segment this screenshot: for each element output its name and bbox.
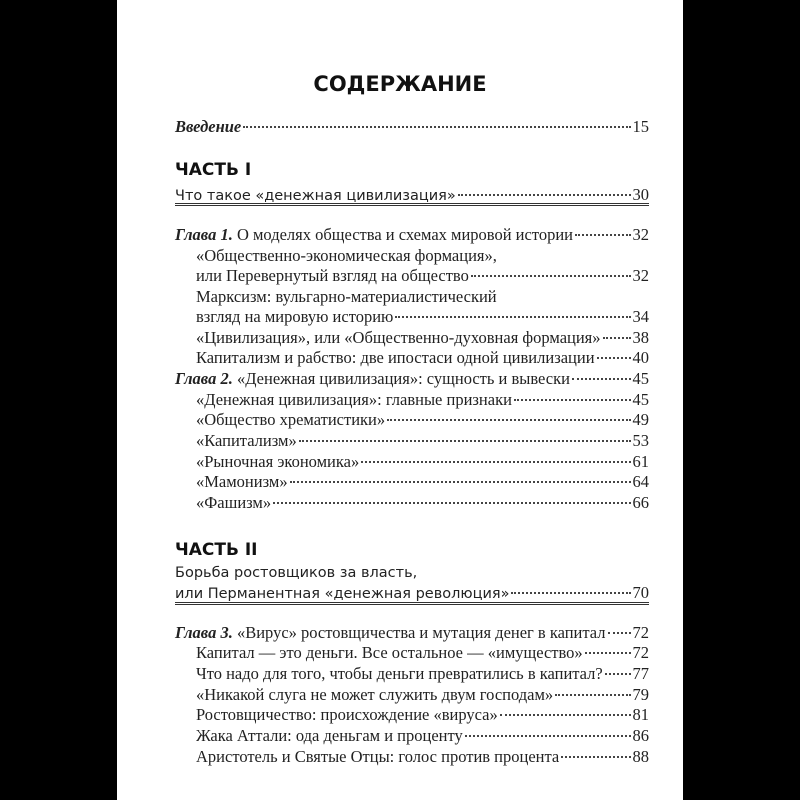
page-number: 40 (632, 348, 649, 367)
entry-title (175, 623, 606, 643)
section-entry (196, 390, 649, 410)
entry-title: «Капитализм» (196, 431, 297, 450)
part-subtitle (175, 185, 649, 205)
section-entry (196, 685, 649, 705)
dot-leader (395, 316, 630, 318)
entry-title: «Денежная цивилизация»: главные признаки (196, 390, 512, 409)
entry-title: «Цивилизация», или «Общественно-духовная формация» (196, 328, 601, 347)
section-entry (196, 287, 649, 307)
section-entry (196, 726, 649, 746)
page-number: 61 (632, 452, 649, 471)
entry-title: Ростовщичество: происхождение «вируса» (196, 705, 498, 724)
dot-leader (575, 234, 631, 236)
entry-title: «Никакой слуга не может служить двум господам» (196, 685, 554, 704)
entry-title: Аристотель и Святые Отцы: голос против процента (196, 747, 560, 766)
page-number: 32 (632, 225, 649, 244)
chapter-entry (175, 225, 649, 245)
entry-title: «Общественно-экономическая формация», (196, 246, 497, 265)
page-number: 38 (632, 328, 649, 347)
section-entry (196, 328, 649, 348)
entry-title: Капитализм и рабство: две ипостаси одной цивилизации (196, 348, 595, 367)
page-number: 30 (632, 185, 649, 204)
part-heading: ЧАСТЬ I (175, 160, 252, 180)
book-page (117, 0, 683, 800)
dot-leader (605, 673, 631, 675)
dot-leader (511, 592, 630, 594)
entry-title: «Мамонизм» (196, 472, 288, 491)
entry-title: или Перманентная «денежная революция» (175, 586, 510, 602)
page-number: 45 (632, 390, 649, 409)
page-number: 86 (632, 726, 649, 745)
dot-leader (387, 419, 630, 421)
entry-title: «Фашизм» (196, 493, 272, 512)
part-subtitle (175, 583, 649, 603)
part-heading: ЧАСТЬ II (175, 540, 258, 560)
section-entry (196, 643, 649, 663)
page-number: 77 (632, 664, 649, 683)
entry-title: «Рыночная экономика» (196, 452, 360, 471)
dot-leader (243, 126, 630, 128)
dot-leader (603, 337, 631, 339)
page-number: 70 (632, 583, 649, 602)
dot-leader (572, 378, 631, 380)
section-entry (196, 705, 649, 725)
dot-leader (458, 194, 631, 196)
section-entry (196, 747, 649, 767)
section-entry (196, 664, 649, 684)
chapter-prefix: Глава 1. (175, 225, 233, 244)
dot-leader (290, 481, 631, 483)
section-entry (196, 246, 649, 266)
chapter-entry (175, 623, 649, 643)
dot-leader (585, 652, 631, 654)
entry-title (175, 225, 573, 245)
section-entry (196, 307, 649, 327)
section-entry (196, 431, 649, 451)
dot-leader (597, 357, 631, 359)
section-entry (196, 410, 649, 430)
chapter-title: «Вирус» ростовщичества и мутация денег в капитал (236, 623, 606, 642)
section-entry (196, 493, 649, 513)
chapter-title: О моделях общества и схемах мировой истории (236, 225, 573, 244)
page-number: 34 (632, 307, 649, 326)
dot-leader (555, 694, 630, 696)
entry-title: «Общество хрематистики» (196, 410, 386, 429)
page-number: 88 (632, 747, 649, 766)
chapter-entry (175, 369, 649, 389)
entry-title: Борьба ростовщиков за власть, (175, 565, 418, 581)
entry-title: Введение (175, 117, 242, 136)
section-entry (196, 452, 649, 472)
dot-leader (500, 714, 631, 716)
entry-title: Капитал — это деньги. Все остальное — «имущество» (196, 643, 583, 662)
page-number: 53 (632, 431, 649, 450)
page-number: 32 (632, 266, 649, 285)
entry-title: Марксизм: вульгарно-материалистический (196, 287, 497, 306)
section-entry (196, 266, 649, 286)
entry-title: Жака Аттали: ода деньгам и проценту (196, 726, 463, 745)
page-number: 15 (632, 117, 649, 136)
dot-leader (608, 632, 631, 634)
entry-title: Что такое «денежная цивилизация» (175, 188, 456, 204)
dot-leader (471, 275, 631, 277)
divider (175, 602, 649, 605)
page-number: 72 (632, 623, 649, 642)
dot-leader (361, 461, 630, 463)
divider (175, 203, 649, 206)
page-number: 64 (632, 472, 649, 491)
page-number: 81 (632, 705, 649, 724)
page-number: 79 (632, 685, 649, 704)
entry-title: или Перевернутый взгляд на общество (196, 266, 469, 285)
section-entry (196, 348, 649, 368)
toc-entry-intro (175, 117, 649, 137)
dot-leader (465, 735, 631, 737)
chapter-prefix: Глава 2. (175, 369, 233, 388)
dot-leader (273, 502, 630, 504)
entry-title: Что надо для того, чтобы деньги превратились в капитал? (196, 664, 603, 683)
page-number: 49 (632, 410, 649, 429)
page-title: СОДЕРЖАНИЕ (313, 72, 487, 96)
page-number: 66 (632, 493, 649, 512)
dot-leader (561, 756, 630, 758)
part-subtitle (175, 563, 649, 583)
entry-title (175, 369, 570, 389)
page-number: 45 (632, 369, 649, 388)
entry-title: взгляд на мировую историю (196, 307, 394, 326)
dot-leader (514, 399, 631, 401)
chapter-prefix: Глава 3. (175, 623, 233, 642)
dot-leader (299, 440, 631, 442)
page-number: 72 (632, 643, 649, 662)
chapter-title: «Денежная цивилизация»: сущность и вывески (236, 369, 570, 388)
section-entry (196, 472, 649, 492)
